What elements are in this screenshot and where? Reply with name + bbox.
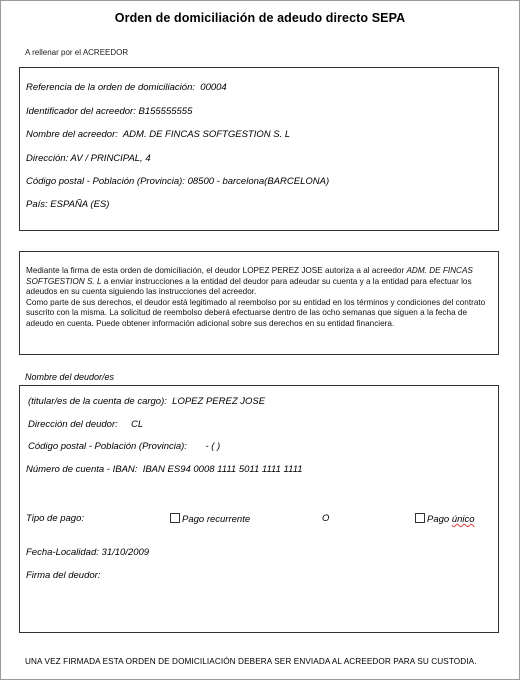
debtor-iban-row [26,464,303,475]
document-title: Orden de domiciliación de adeudo directo SEPA [114,11,406,25]
recurring-checkbox[interactable] [170,513,180,523]
creditor-postal-value: 08500 - barcelona(BARCELONA) [187,176,330,187]
single-checkbox[interactable] [415,513,425,523]
debtor-postal-value: - ( ) [205,441,221,452]
mandate-p2: Como parte de sus derechos, el deudor está legitimado al reembolso por su entidad en los términos y condiciones del contrato suscrito con la misma. La solicitud de reembolso deberá efectuarse dentro de las ocho semanas que siguen a la fecha de adeudo en cuenta. Puede obtener información adicional sobre sus derechos en su entidad financiera. [26,297,486,328]
payment-type-label: Tipo de pago: [26,513,85,524]
mandate-text [26,266,492,330]
creditor-section-label: A rellenar por el ACREEDOR [25,48,129,57]
creditor-postal-label: Código postal - Población (Provincia): [26,176,185,187]
reference-label: Referencia de la orden de domiciliación: [26,82,195,93]
debtor-postal-row [28,441,220,452]
mandate-p1-part2: a enviar instrucciones a la entidad del deudor para adeudar su cuenta y a la entidad para efectuar los adeudos en su cuenta siguiendo las instrucciones del acreedor. [26,276,472,297]
debtor-holder-row [28,396,265,407]
creditor-address-value: AV / PRINCIPAL, 4 [70,153,151,164]
payment-option-single[interactable] [415,513,475,525]
iban-value: IBAN ES94 0008 1111 5011 1111 1111 [142,464,303,475]
mandate-text-box [19,251,499,355]
creditor-name-value: ADM. DE FINCAS SOFTGESTION S. L [122,129,291,140]
single-label-prefix: Pago [427,514,452,525]
creditor-address-row [26,153,151,164]
identifier-label: Identificador del acreedor: [26,106,136,117]
footer-note: UNA VEZ FIRMADA ESTA ORDEN DE DOMICILIACIÓN DEBERA SER ENVIADA AL ACREEDOR PARA SU CUSTODIA. [25,657,477,666]
creditor-address-label: Dirección: [26,153,69,164]
creditor-name-label: Nombre del acreedor: [26,129,118,140]
creditor-reference-row [26,82,227,93]
single-label-word: único [451,514,475,525]
signature-label: Firma del deudor: [26,570,101,581]
holder-label: (titular/es de la cuenta de cargo): [28,396,167,407]
creditor-country-label: País: [26,199,48,210]
date-value: 31/10/2009 [101,547,150,558]
debtor-date-row [26,547,149,558]
recurring-label: Pago recurrente [182,514,251,525]
mandate-creditor-name: ADM. DE FINCAS SOFTGESTION S. L [26,266,473,286]
debtor-address-value: CL [130,419,144,430]
debtor-box [19,385,499,633]
date-label: Fecha-Localidad: [26,547,99,558]
identifier-value: B155555555 [138,106,193,117]
mandate-p1-part1: Mediante la firma de esta orden de domiciliación, el deudor LOPEZ PEREZ JOSE autoriza a al acreedor [26,266,407,275]
debtor-address-label: Dirección del deudor: [28,419,118,430]
reference-value: 00004 [200,82,227,93]
holder-value: LOPEZ PEREZ JOSE [172,396,266,407]
debtor-section-label: Nombre del deudor/es [25,372,115,382]
creditor-country-value: ESPAÑA (ES) [50,199,110,210]
iban-label: Número de cuenta - IBAN: [26,464,138,475]
payment-option-recurring[interactable] [170,513,250,525]
payment-option-separator: O [322,513,330,524]
debtor-postal-label: Código postal - Población (Provincia): [28,441,187,452]
creditor-country-row [26,199,109,210]
creditor-box [19,67,499,231]
debtor-address-row [28,419,143,430]
creditor-identifier-row [26,106,192,117]
creditor-postal-row [26,176,329,187]
creditor-name-row [26,129,290,140]
